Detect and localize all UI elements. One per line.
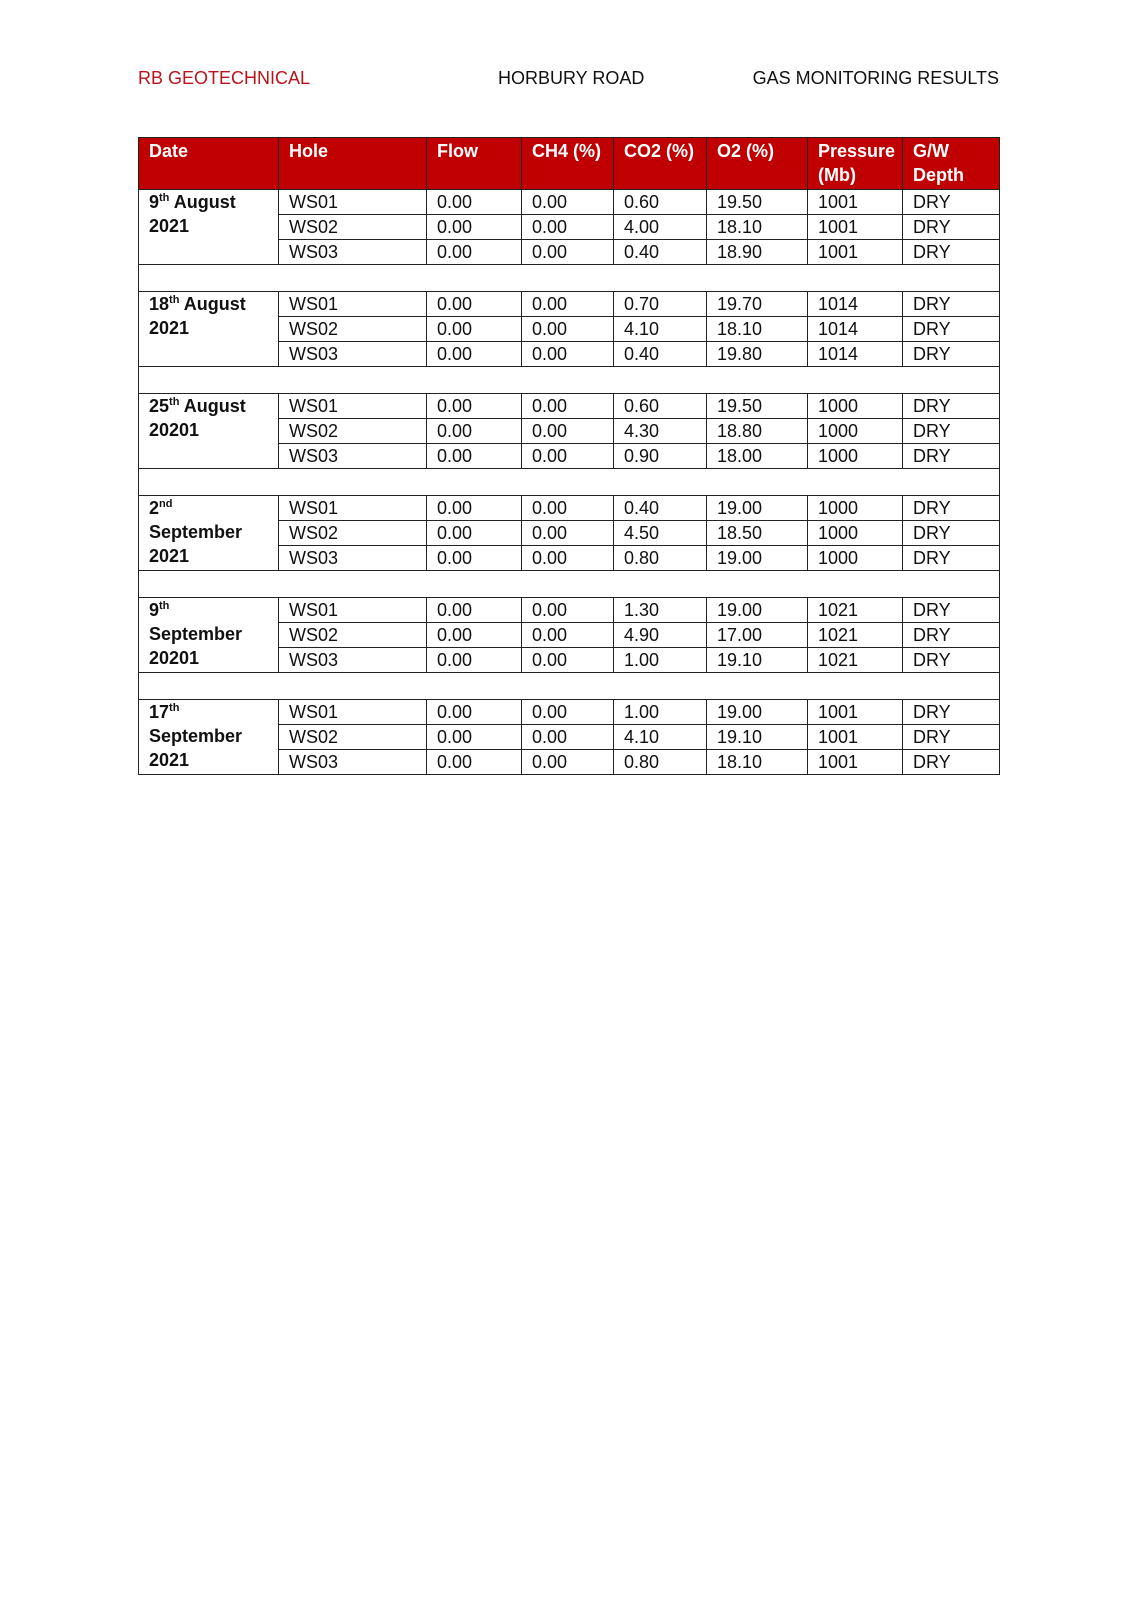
cell-gw-depth: DRY bbox=[903, 598, 1000, 623]
separator-cell bbox=[139, 571, 1000, 598]
separator-row bbox=[139, 571, 1000, 598]
visit-day: 9 bbox=[149, 600, 160, 620]
cell-ch4: 0.00 bbox=[522, 725, 614, 750]
cell-o2: 18.10 bbox=[707, 215, 808, 240]
cell-co2: 4.30 bbox=[614, 419, 707, 444]
cell-pressure: 1000 bbox=[808, 521, 903, 546]
cell-hole: WS01 bbox=[279, 598, 427, 623]
header-row bbox=[139, 138, 1000, 190]
cell-pressure: 1000 bbox=[808, 444, 903, 469]
visit-year: 20201 bbox=[149, 420, 200, 440]
cell-o2: 18.00 bbox=[707, 444, 808, 469]
cell-gw-depth: DRY bbox=[903, 317, 1000, 342]
company-name: RB GEOTECHNICAL bbox=[138, 68, 311, 88]
visit-month: August bbox=[173, 192, 236, 212]
table-row bbox=[139, 394, 1000, 419]
cell-hole: WS03 bbox=[279, 444, 427, 469]
cell-gw-depth: DRY bbox=[903, 648, 1000, 673]
cell-co2: 4.10 bbox=[614, 317, 707, 342]
visit-day-suffix: th bbox=[169, 702, 180, 714]
visit-year: 2021 bbox=[149, 216, 190, 236]
cell-gw-depth: DRY bbox=[903, 342, 1000, 367]
separator-cell bbox=[139, 469, 1000, 496]
cell-o2: 18.50 bbox=[707, 521, 808, 546]
cell-co2: 4.10 bbox=[614, 725, 707, 750]
cell-co2: 4.50 bbox=[614, 521, 707, 546]
cell-hole: WS01 bbox=[279, 190, 427, 215]
table-row bbox=[139, 700, 1000, 725]
cell-co2: 0.60 bbox=[614, 394, 707, 419]
cell-ch4: 0.00 bbox=[522, 394, 614, 419]
cell-ch4: 0.00 bbox=[522, 342, 614, 367]
cell-flow: 0.00 bbox=[427, 521, 522, 546]
cell-hole: WS01 bbox=[279, 292, 427, 317]
visit-day-suffix: th bbox=[159, 600, 170, 612]
visit-day: 18 bbox=[149, 294, 170, 314]
cell-gw-depth: DRY bbox=[903, 444, 1000, 469]
cell-flow: 0.00 bbox=[427, 623, 522, 648]
visit-day-suffix: th bbox=[159, 192, 170, 204]
visit-year: 2021 bbox=[149, 546, 190, 566]
column-header-ch4: CH4 (%) bbox=[522, 138, 614, 190]
cell-hole: WS03 bbox=[279, 648, 427, 673]
cell-o2: 19.00 bbox=[707, 598, 808, 623]
cell-hole: WS01 bbox=[279, 496, 427, 521]
cell-o2: 19.80 bbox=[707, 342, 808, 367]
cell-o2: 18.80 bbox=[707, 419, 808, 444]
column-header-o2: O2 (%) bbox=[707, 138, 808, 190]
cell-ch4: 0.00 bbox=[522, 317, 614, 342]
cell-gw-depth: DRY bbox=[903, 623, 1000, 648]
cell-gw-depth: DRY bbox=[903, 240, 1000, 265]
visit-month: September bbox=[149, 726, 243, 746]
visit-day-suffix: th bbox=[169, 294, 180, 306]
cell-flow: 0.00 bbox=[427, 190, 522, 215]
visit-day: 2 bbox=[149, 498, 160, 518]
table-row bbox=[139, 292, 1000, 317]
separator-row bbox=[139, 367, 1000, 394]
visit-date-cell bbox=[139, 394, 279, 469]
cell-hole: WS02 bbox=[279, 317, 427, 342]
cell-pressure: 1001 bbox=[808, 215, 903, 240]
separator-row bbox=[139, 673, 1000, 700]
cell-hole: WS02 bbox=[279, 215, 427, 240]
cell-hole: WS03 bbox=[279, 750, 427, 775]
cell-pressure: 1001 bbox=[808, 240, 903, 265]
visit-day-suffix: th bbox=[169, 396, 180, 408]
cell-gw-depth: DRY bbox=[903, 546, 1000, 571]
cell-co2: 4.00 bbox=[614, 215, 707, 240]
visit-month: August bbox=[183, 294, 246, 314]
cell-o2: 19.00 bbox=[707, 546, 808, 571]
cell-ch4: 0.00 bbox=[522, 496, 614, 521]
visit-date-cell bbox=[139, 700, 279, 775]
cell-hole: WS02 bbox=[279, 521, 427, 546]
cell-gw-depth: DRY bbox=[903, 190, 1000, 215]
cell-o2: 18.10 bbox=[707, 750, 808, 775]
separator-row bbox=[139, 469, 1000, 496]
table-row bbox=[139, 598, 1000, 623]
table-row bbox=[139, 496, 1000, 521]
column-header-hole: Hole bbox=[279, 138, 427, 190]
cell-gw-depth: DRY bbox=[903, 750, 1000, 775]
table-body bbox=[139, 190, 1000, 775]
cell-flow: 0.00 bbox=[427, 546, 522, 571]
cell-pressure: 1000 bbox=[808, 496, 903, 521]
cell-co2: 0.40 bbox=[614, 342, 707, 367]
visit-month: September bbox=[149, 522, 243, 542]
cell-flow: 0.00 bbox=[427, 317, 522, 342]
cell-hole: WS01 bbox=[279, 394, 427, 419]
cell-pressure: 1001 bbox=[808, 700, 903, 725]
cell-pressure: 1000 bbox=[808, 546, 903, 571]
cell-o2: 19.10 bbox=[707, 648, 808, 673]
cell-o2: 19.50 bbox=[707, 190, 808, 215]
column-header-co2: CO2 (%) bbox=[614, 138, 707, 190]
cell-flow: 0.00 bbox=[427, 419, 522, 444]
cell-flow: 0.00 bbox=[427, 598, 522, 623]
table-header bbox=[139, 138, 1000, 190]
cell-flow: 0.00 bbox=[427, 240, 522, 265]
cell-pressure: 1001 bbox=[808, 725, 903, 750]
site-name: HORBURY ROAD bbox=[498, 68, 645, 88]
column-header-flow: Flow bbox=[427, 138, 522, 190]
cell-o2: 19.50 bbox=[707, 394, 808, 419]
cell-ch4: 0.00 bbox=[522, 215, 614, 240]
table-row bbox=[139, 190, 1000, 215]
visit-day: 25 bbox=[149, 396, 170, 416]
separator-cell bbox=[139, 367, 1000, 394]
cell-co2: 0.70 bbox=[614, 292, 707, 317]
cell-hole: WS01 bbox=[279, 700, 427, 725]
cell-pressure: 1021 bbox=[808, 648, 903, 673]
separator-cell bbox=[139, 265, 1000, 292]
cell-co2: 0.80 bbox=[614, 750, 707, 775]
cell-co2: 1.00 bbox=[614, 648, 707, 673]
cell-gw-depth: DRY bbox=[903, 496, 1000, 521]
column-header-gw-depth: G/W Depth bbox=[903, 138, 1000, 190]
cell-hole: WS03 bbox=[279, 546, 427, 571]
visit-year: 20201 bbox=[149, 648, 200, 668]
cell-o2: 19.70 bbox=[707, 292, 808, 317]
cell-co2: 0.60 bbox=[614, 190, 707, 215]
cell-pressure: 1014 bbox=[808, 317, 903, 342]
cell-ch4: 0.00 bbox=[522, 623, 614, 648]
cell-co2: 0.40 bbox=[614, 496, 707, 521]
visit-month: August bbox=[183, 396, 246, 416]
visit-date-cell bbox=[139, 292, 279, 367]
cell-gw-depth: DRY bbox=[903, 394, 1000, 419]
cell-pressure: 1000 bbox=[808, 394, 903, 419]
cell-gw-depth: DRY bbox=[903, 521, 1000, 546]
cell-flow: 0.00 bbox=[427, 750, 522, 775]
cell-hole: WS02 bbox=[279, 725, 427, 750]
cell-ch4: 0.00 bbox=[522, 419, 614, 444]
cell-pressure: 1014 bbox=[808, 342, 903, 367]
cell-co2: 0.80 bbox=[614, 546, 707, 571]
cell-ch4: 0.00 bbox=[522, 521, 614, 546]
cell-flow: 0.00 bbox=[427, 342, 522, 367]
visit-year: 2021 bbox=[149, 318, 190, 338]
visit-year: 2021 bbox=[149, 750, 190, 770]
cell-co2: 1.00 bbox=[614, 700, 707, 725]
cell-ch4: 0.00 bbox=[522, 700, 614, 725]
cell-co2: 0.90 bbox=[614, 444, 707, 469]
visit-date-cell bbox=[139, 598, 279, 673]
visit-date-cell bbox=[139, 496, 279, 571]
cell-o2: 18.10 bbox=[707, 317, 808, 342]
visit-day: 17 bbox=[149, 702, 170, 722]
visit-date-cell bbox=[139, 190, 279, 265]
cell-ch4: 0.00 bbox=[522, 444, 614, 469]
column-header-date: Date bbox=[139, 138, 279, 190]
cell-pressure: 1014 bbox=[808, 292, 903, 317]
cell-flow: 0.00 bbox=[427, 496, 522, 521]
visit-day-suffix: nd bbox=[159, 498, 173, 510]
cell-pressure: 1000 bbox=[808, 419, 903, 444]
visit-day: 9 bbox=[149, 192, 160, 212]
cell-hole: WS02 bbox=[279, 419, 427, 444]
cell-flow: 0.00 bbox=[427, 700, 522, 725]
separator-cell bbox=[139, 673, 1000, 700]
gas-monitoring-table bbox=[138, 137, 1000, 775]
column-header-pressure: Pressure (Mb) bbox=[808, 138, 903, 190]
page-header bbox=[0, 68, 1132, 94]
cell-flow: 0.00 bbox=[427, 292, 522, 317]
cell-pressure: 1001 bbox=[808, 190, 903, 215]
cell-gw-depth: DRY bbox=[903, 419, 1000, 444]
cell-co2: 0.40 bbox=[614, 240, 707, 265]
cell-flow: 0.00 bbox=[427, 215, 522, 240]
cell-pressure: 1001 bbox=[808, 750, 903, 775]
cell-gw-depth: DRY bbox=[903, 725, 1000, 750]
cell-ch4: 0.00 bbox=[522, 546, 614, 571]
cell-o2: 19.10 bbox=[707, 725, 808, 750]
cell-hole: WS03 bbox=[279, 240, 427, 265]
cell-ch4: 0.00 bbox=[522, 750, 614, 775]
cell-ch4: 0.00 bbox=[522, 598, 614, 623]
cell-gw-depth: DRY bbox=[903, 292, 1000, 317]
cell-co2: 4.90 bbox=[614, 623, 707, 648]
cell-o2: 19.00 bbox=[707, 496, 808, 521]
cell-o2: 19.00 bbox=[707, 700, 808, 725]
document-title: GAS MONITORING RESULTS bbox=[752, 68, 999, 88]
visit-month: September bbox=[149, 624, 243, 644]
cell-pressure: 1021 bbox=[808, 623, 903, 648]
cell-flow: 0.00 bbox=[427, 444, 522, 469]
cell-gw-depth: DRY bbox=[903, 700, 1000, 725]
cell-ch4: 0.00 bbox=[522, 648, 614, 673]
cell-hole: WS03 bbox=[279, 342, 427, 367]
separator-row bbox=[139, 265, 1000, 292]
cell-gw-depth: DRY bbox=[903, 215, 1000, 240]
cell-flow: 0.00 bbox=[427, 648, 522, 673]
cell-hole: WS02 bbox=[279, 623, 427, 648]
cell-flow: 0.00 bbox=[427, 725, 522, 750]
cell-flow: 0.00 bbox=[427, 394, 522, 419]
cell-co2: 1.30 bbox=[614, 598, 707, 623]
cell-pressure: 1021 bbox=[808, 598, 903, 623]
cell-o2: 17.00 bbox=[707, 623, 808, 648]
cell-ch4: 0.00 bbox=[522, 190, 614, 215]
cell-ch4: 0.00 bbox=[522, 292, 614, 317]
cell-ch4: 0.00 bbox=[522, 240, 614, 265]
cell-o2: 18.90 bbox=[707, 240, 808, 265]
